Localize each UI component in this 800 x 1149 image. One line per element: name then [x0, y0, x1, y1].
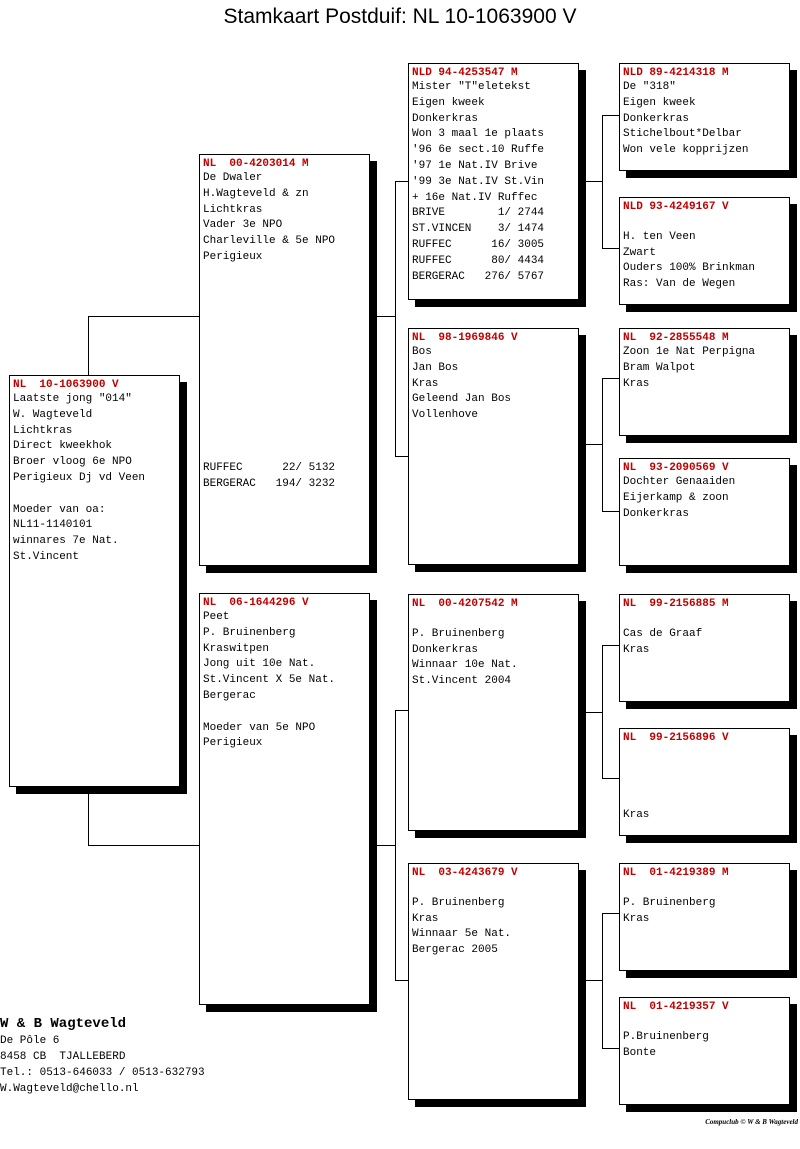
connector [602, 645, 619, 646]
pigeon-card-ggp-6 [619, 728, 790, 836]
pigeon-info-line: Bos [412, 346, 432, 358]
pigeon-info-line [623, 1014, 786, 1030]
connector [395, 181, 396, 456]
pigeon-info-line: '97 1e Nat.IV Brive [412, 159, 538, 172]
pigeon-info-line: winnares 7e Nat. [13, 535, 119, 548]
pigeon-card-ggp-5 [619, 594, 790, 702]
pigeon-info-line: Donkerkras [623, 112, 690, 125]
pigeon-info-line: ST.VINCEN 3/ 1474 [412, 223, 545, 236]
pigeon-info-line [623, 761, 786, 777]
ring-number: NLD 89-4214318 M [623, 67, 729, 79]
pigeon-info-line: Dochter Genaaiden [623, 476, 736, 488]
pigeon-info-line: Direct kweekhok [13, 440, 113, 453]
connector [602, 511, 619, 512]
owner-city: 8458 CB TJALLEBERD [0, 1051, 126, 1063]
connector [88, 316, 200, 317]
pigeon-info-line: Bram Walpot [623, 361, 696, 374]
pigeon-info-line: St.Vincent [13, 550, 80, 563]
pigeon-info-line: '96 6e sect.10 Ruffe [412, 144, 545, 157]
pigeon-info-line: Kras [623, 643, 650, 656]
owner-info [0, 1015, 205, 1097]
pigeon-info-line: Perigieux [203, 250, 263, 263]
pigeon-info-line: Charleville & 5e NPO [203, 235, 336, 248]
connector [602, 778, 619, 779]
pigeon-card-ggp-1 [619, 63, 790, 171]
pigeon-info-line [412, 611, 575, 627]
pigeon-info-line: Won 3 maal 1e plaats [412, 128, 545, 141]
pigeon-info-line: Eigen kweek [412, 96, 485, 109]
pigeon-info-line [203, 705, 366, 721]
pigeon-info-line: Kraswitpen [203, 642, 270, 655]
pigeon-info-line: Geleend Jan Bos [412, 393, 512, 406]
connector [579, 712, 602, 713]
pigeon-card-subject [9, 375, 180, 787]
pigeon-info-line: BRIVE 1/ 2744 [412, 207, 545, 220]
pigeon-info-line: + 16e Nat.IV Ruffec [412, 191, 538, 204]
pigeon-info-line [623, 214, 786, 230]
pigeon-card-ggp-3 [619, 328, 790, 436]
connector [395, 710, 408, 711]
ring-number: NL 93-2090569 V [623, 462, 729, 474]
pigeon-info-line: RUFFEC 16/ 3005 [412, 238, 545, 251]
connector [579, 181, 602, 182]
pigeon-info-line: St.Vincent X 5e Nat. [203, 674, 336, 687]
pigeon-info-line [13, 487, 176, 503]
page-title: Stamkaart Postduif: NL 10-1063900 V [223, 5, 577, 28]
pigeon-card-grandmother-paternal [408, 328, 579, 565]
connector [602, 378, 603, 511]
connector [602, 645, 603, 778]
pigeon-card-father [199, 154, 370, 566]
pigeon-info-line: Donkerkras [623, 507, 690, 520]
pigeon-info-line: Won vele kopprijzen [623, 144, 749, 157]
ring-number: NL 01-4219389 M [623, 867, 729, 879]
ring-number: NL 98-1969846 V [412, 332, 518, 344]
pigeon-info-line: Bergerac [203, 689, 256, 702]
connector [602, 248, 619, 249]
pigeon-info-line: P. Bruinenberg [623, 896, 716, 909]
pigeon-info-line: Laatste jong "014" [13, 393, 132, 405]
pigeon-card-grandmother-maternal [408, 863, 579, 1100]
pigeon-info-line: H.Wagteveld & zn [203, 187, 309, 200]
owner-address: De Pôle 6 [0, 1035, 60, 1047]
connector [579, 444, 602, 445]
pigeon-card-ggp-2 [619, 197, 790, 305]
pigeon-info-line: P.Bruinenberg [623, 1030, 709, 1043]
pigeon-info-line: Ras: Van de Wegen [623, 278, 736, 291]
connector [370, 316, 395, 317]
pigeon-info-line: Eijerkamp & zoon [623, 491, 729, 504]
pigeon-info-line: P. Bruinenberg [412, 896, 505, 909]
connector [88, 845, 200, 846]
pigeon-card-grandfather-paternal [408, 63, 579, 300]
pigeon-info-line: Eigen kweek [623, 96, 696, 109]
connector [370, 845, 395, 846]
ring-number: NLD 94-4253547 M [412, 67, 518, 79]
connector [88, 787, 89, 845]
connector [579, 980, 602, 981]
pigeon-info-line: Cas de Graaf [623, 627, 703, 640]
pigeon-info-line: Donkerkras [412, 112, 479, 125]
connector [602, 913, 603, 1048]
pigeon-info-line: Moeder van 5e NPO [203, 721, 316, 734]
pigeon-info-line [623, 777, 786, 793]
pigeon-info-line: Bonte [623, 1046, 657, 1059]
pigeon-info-line: Bergerac 2005 [412, 944, 498, 957]
pigeon-info-line: W. Wagteveld [13, 408, 93, 421]
pigeon-info-line: Mister "T"eletekst [412, 81, 531, 93]
pigeon-info-line: Jong uit 10e Nat. [203, 658, 316, 671]
connector [395, 181, 408, 182]
pigeon-info-line: Stichelbout*Delbar [623, 128, 742, 141]
pigeon-info-line: Winnaar 5e Nat. [412, 928, 512, 941]
pigeon-info-line: St.Vincent 2004 [412, 675, 512, 688]
pigeon-card-mother [199, 593, 370, 1005]
pigeon-info-line: Lichtkras [13, 424, 73, 437]
pigeon-card-grandfather-maternal [408, 594, 579, 831]
pigeon-info-line: Donkerkras [412, 643, 479, 656]
pigeon-info-line: '99 3e Nat.IV St.Vin [412, 175, 545, 188]
pigeon-info-line: Vader 3e NPO [203, 219, 283, 232]
pigeon-info-line: Perigieux Dj vd Veen [13, 471, 146, 484]
pigeon-info-line: Zwart [623, 246, 657, 259]
owner-name: W & B Wagteveld [0, 1016, 127, 1032]
pigeon-info-line: Zoon 1e Nat Perpigna [623, 346, 756, 358]
connector [602, 913, 619, 914]
pigeon-info-line: Kras [623, 377, 650, 390]
owner-email[interactable]: W.Wagteveld@chello.nl [0, 1083, 139, 1095]
ring-number: NL 00-4207542 M [412, 598, 518, 610]
pigeon-info-line: Perigieux [203, 737, 263, 750]
ring-number: NL 92-2855548 M [623, 332, 729, 344]
pigeon-info-line: Kras [623, 912, 650, 925]
connector [395, 456, 408, 457]
ring-number: NL 99-2156885 M [623, 598, 729, 610]
ring-number: NL 10-1063900 V [13, 379, 119, 391]
pigeon-info-line: Winnaar 10e Nat. [412, 659, 518, 672]
ring-number: NLD 93-4249167 V [623, 201, 729, 213]
pigeon-info-line [623, 611, 786, 627]
pigeon-info-line: Kras [412, 377, 439, 390]
ring-number: NL 06-1644296 V [203, 597, 309, 609]
pigeon-info-line: Moeder van oa: [13, 503, 106, 516]
race-result-line: BERGERAC 194/ 3232 [203, 478, 336, 491]
ring-number: NL 00-4203014 M [203, 158, 309, 170]
pigeon-info-line [623, 792, 786, 808]
pigeon-info-line: P. Bruinenberg [203, 626, 296, 639]
pigeon-info-line: BERGERAC 276/ 5767 [412, 270, 545, 283]
footer-credit: Compuclub © W & B Wagteveld [705, 1118, 798, 1126]
pigeon-info-line: Broer vloog 6e NPO [13, 456, 132, 469]
pigeon-info-line: De Dwaler [203, 172, 263, 184]
pigeon-info-line: De "318" [623, 81, 676, 93]
pigeon-card-ggp-8 [619, 997, 790, 1105]
pigeon-info-line: Jan Bos [412, 361, 459, 374]
pigeon-info-line: Kras [412, 912, 439, 925]
pigeon-info-line [623, 745, 786, 761]
pigeon-info-line: RUFFEC 80/ 4434 [412, 254, 545, 267]
pigeon-info-line: P. Bruinenberg [412, 627, 505, 640]
race-result-line: RUFFEC 22/ 5132 [203, 462, 336, 475]
pigeon-info-line: H. ten Veen [623, 230, 696, 243]
pigeon-info-line: Kras [623, 809, 650, 822]
connector [602, 115, 603, 248]
connector [602, 1048, 619, 1049]
pigeon-info-line: Vollenhove [412, 409, 479, 422]
connector [602, 378, 619, 379]
ring-number: NL 03-4243679 V [412, 867, 518, 879]
pigeon-info-line: Lichtkras [203, 203, 263, 216]
connector [602, 115, 619, 116]
ring-number: NL 99-2156896 V [623, 732, 729, 744]
pigeon-info-line [412, 880, 575, 896]
pigeon-info-line [623, 880, 786, 896]
pigeon-info-line: Peet [203, 611, 230, 623]
connector [395, 710, 396, 980]
pigeon-card-ggp-4 [619, 458, 790, 566]
ring-number: NL 01-4219357 V [623, 1001, 729, 1013]
race-results [203, 461, 335, 493]
pigeon-card-ggp-7 [619, 863, 790, 971]
connector [395, 980, 408, 981]
pigeon-info-line: Ouders 100% Brinkman [623, 262, 756, 275]
pigeon-info-line: NL11-1140101 [13, 519, 93, 532]
connector [88, 316, 89, 376]
owner-phone: Tel.: 0513-646033 / 0513-632793 [0, 1067, 205, 1079]
